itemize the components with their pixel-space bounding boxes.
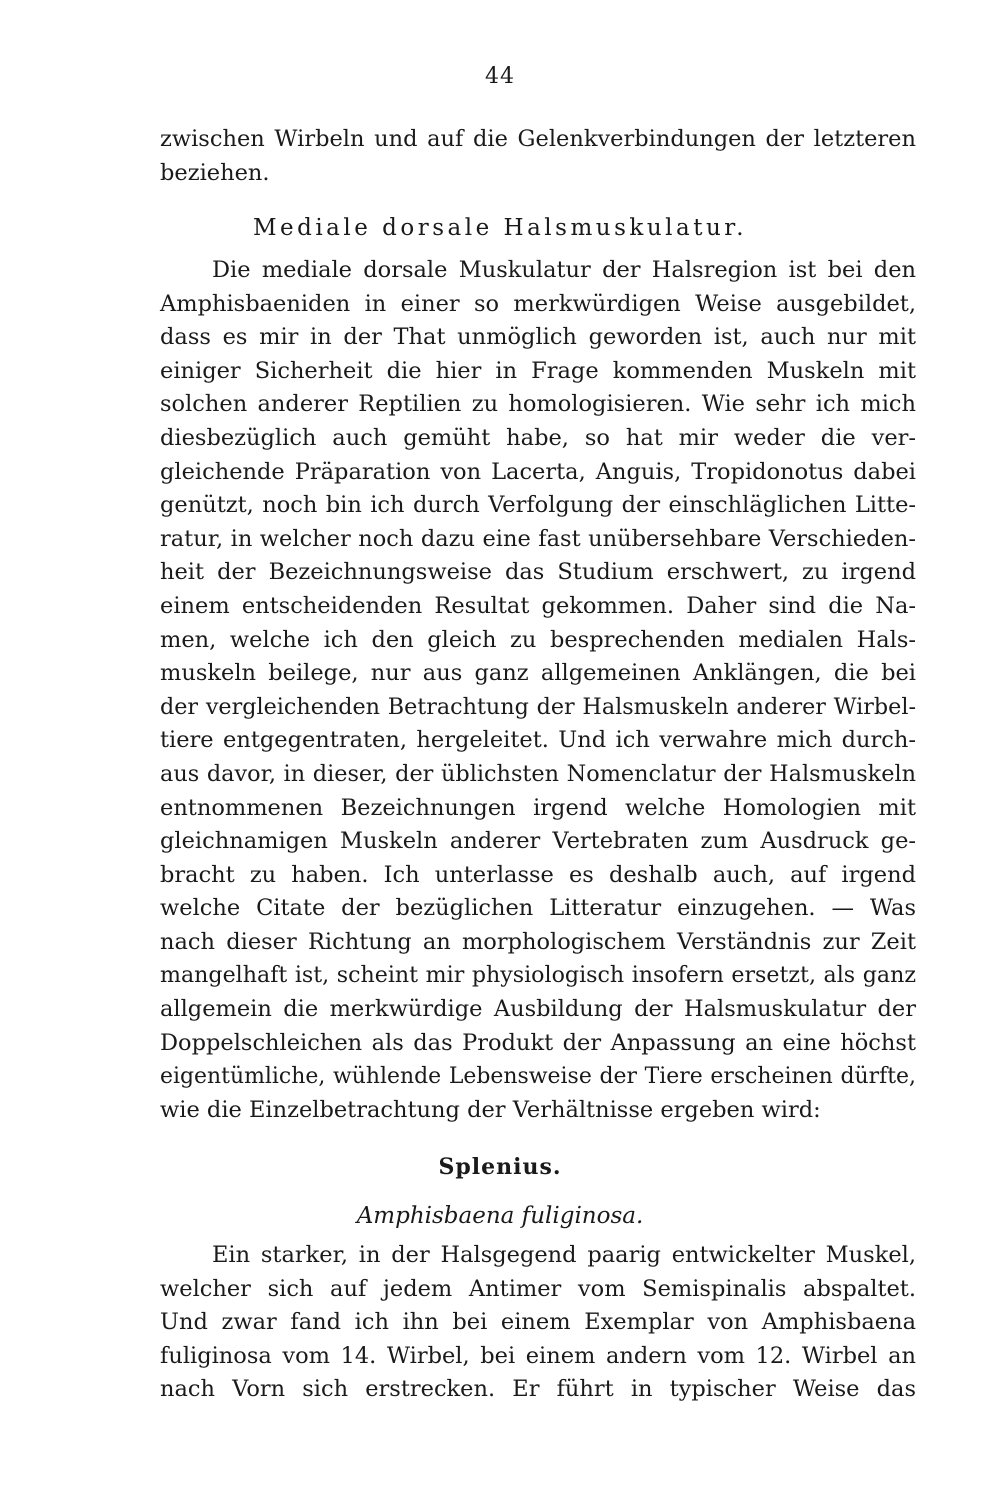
text-line: aus davor, in dieser, der üblichsten Nomenclatur der Halsmuskeln xyxy=(160,760,916,787)
text-line: heit der Bezeichnungsweise das Studium erschwert, zu irgend xyxy=(160,559,916,586)
section-heading: Mediale dorsale Halsmuskulatur. xyxy=(252,215,748,241)
text-line: bracht zu haben. Ich unterlasse es deshalb auch, auf irgend xyxy=(160,861,916,888)
text-line: dass es mir in der That unmöglich geworden ist, auch nur mit xyxy=(160,324,916,351)
text-line: einiger Sicherheit die hier in Frage kommenden Muskeln mit xyxy=(160,357,916,384)
text-line: einem entscheidenden Resultat gekommen. Daher sind die Na- xyxy=(160,592,916,619)
text-line: solchen anderer Reptilien zu homologisieren. Wie sehr ich mich xyxy=(160,391,916,418)
text-line: welcher sich auf jedem Antimer vom Semispinalis abspaltet. xyxy=(160,1275,916,1302)
text-line: mangelhaft ist, scheint mir physiologisch insofern ersetzt, als ganz xyxy=(160,962,916,989)
text-line: Und zwar fand ich ihn bei einem Exemplar von Amphisbaena xyxy=(160,1309,916,1336)
text-line: nach Vorn sich erstrecken. Er führt in typischer Weise das xyxy=(160,1376,916,1403)
text-line: Amphisbaeniden in einer so merkwürdigen Weise ausgebildet, xyxy=(160,290,916,317)
species-heading: Amphisbaena fuliginosa. xyxy=(356,1203,644,1229)
text-line: eigentümliche, wühlende Lebensweise der Tiere erscheinen dürfte, xyxy=(160,1064,916,1090)
text-line: men, welche ich den gleich zu besprechenden medialen Hals- xyxy=(160,626,916,653)
text-line: tiere entgegentraten, hergeleitet. Und ich verwahre mich durch- xyxy=(160,727,916,754)
text-line: genützt, noch bin ich durch Verfolgung der einschläglichen Litte- xyxy=(160,492,916,519)
text-line: zwischen Wirbeln und auf die Gelenkverbindungen der letzteren xyxy=(160,126,916,152)
text-line: allgemein die merkwürdige Ausbildung der Halsmuskulatur der xyxy=(160,996,916,1023)
final-paragraph xyxy=(160,1239,916,1407)
text-line: der vergleichenden Betrachtung der Halsmuskeln anderer Wirbel- xyxy=(160,693,916,720)
text-line: Ein starker, in der Halsgegend paarig entwickelter Muskel, xyxy=(212,1242,916,1268)
text-line: gleichende Präparation von Lacerta, Anguis, Tropidonotus dabei xyxy=(160,458,916,485)
text-line: diesbezüglich auch gemüht habe, so hat mir weder die ver- xyxy=(160,424,916,451)
subsection-heading: Splenius. xyxy=(438,1154,562,1180)
text-line: welche Citate der bezüglichen Litteratur einzugehen. — Was xyxy=(160,895,916,922)
page-number: 44 xyxy=(485,64,515,89)
text-line: ratur, in welcher noch dazu eine fast unübersehbare Verschieden- xyxy=(160,525,916,552)
text-line: gleichnamigen Muskeln anderer Vertebraten zum Ausdruck ge- xyxy=(160,828,916,855)
text-line: Die mediale dorsale Muskulatur der Halsregion ist bei den xyxy=(212,257,916,283)
text-line: wie die Einzelbetrachtung der Verhältnisse ergeben wird: xyxy=(160,1096,821,1123)
text-line: muskeln beilege, nur aus ganz allgemeinen Anklängen, die bei xyxy=(160,660,916,687)
text-line: entnommenen Bezeichnungen irgend welche Homologien mit xyxy=(160,794,916,821)
text-line: fuliginosa vom 14. Wirbel, bei einem andern vom 12. Wirbel an xyxy=(160,1342,916,1369)
text-line: nach dieser Richtung an morphologischem Verständnis zur Zeit xyxy=(160,928,916,955)
main-paragraph xyxy=(160,254,916,1127)
text-line: beziehen. xyxy=(160,159,270,186)
intro-paragraph xyxy=(160,123,916,190)
text-line: Doppelschleichen als das Produkt der Anpassung an eine höchst xyxy=(160,1029,916,1056)
